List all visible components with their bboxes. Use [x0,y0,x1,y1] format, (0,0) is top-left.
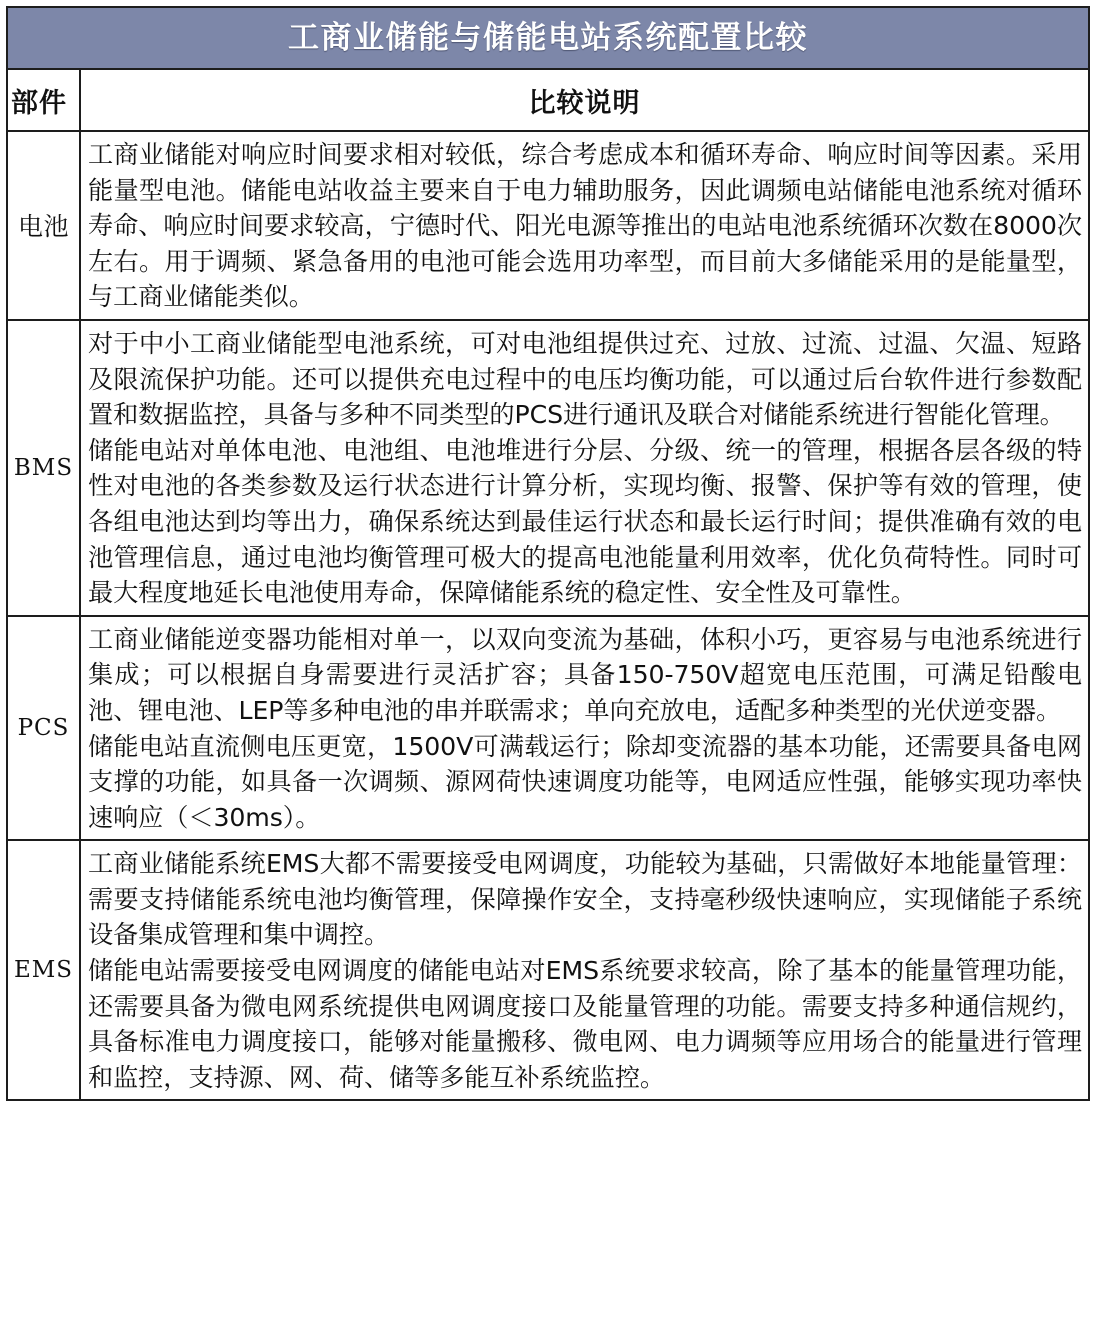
table-row [7,840,1089,1100]
table-row [7,131,1089,320]
page-title: 工商业储能与储能电站系统配置比较 [288,20,808,56]
row-label-battery: 电池 [7,131,80,320]
row-label-bms: BMS [7,320,80,616]
paragraph: 工商业储能对响应时间要求相对较低，综合考虑成本和循环寿命、响应时间等因素。采用能量型电池。储能电站收益主要来自于电力辅助服务，因此调频电站储能电池系统对循环寿命、响应时间要求较高，宁德时代、阳光电源等推出的电站电池系统循环次数在8000次左右。用于调频、紧急备用的电池可能会选用功率型，而目前大多储能采用的是能量型，与工商业储能类似。 [88,140,1082,312]
paragraph: 工商业储能逆变器功能相对单一，以双向变流为基础，体积小巧，更容易与电池系统进行集成；可以根据自身需要进行灵活扩容；具备150-750V超宽电压范围，可满足铅酸电池、锂电池、LEP等多种电池的串并联需求；单向充放电，适配多种类型的光伏逆变器。 [88,624,1082,725]
row-label-ems: EMS [7,840,80,1100]
table-row [7,320,1089,616]
table-title-row [7,7,1089,69]
row-description-ems [80,840,1089,1100]
table-title-cell [7,7,1089,69]
paragraph: 储能电站需要接受电网调度的储能电站对EMS系统要求较高，除了基本的能量管理功能，还需要具备为微电网系统提供电网调度接口及能量管理的功能。需要支持多种通信规约，具备标准电力调度接口，能够对能量搬移、微电网、电力调频等应用场合的能量进行管理和监控，支持源、网、荷、储等多能互补系统监控。 [88,956,1082,1092]
column-header-component: 部件 [7,69,80,131]
row-label-pcs: PCS [7,616,80,841]
paragraph: 储能电站对单体电池、电池组、电池堆进行分层、分级、统一的管理，根据各层各级的特性对电池的各类参数及运行状态进行计算分析，实现均衡、报警、保护等有效的管理，使各组电池达到均等出力，确保系统达到最佳运行状态和最长运行时间；提供准确有效的电池管理信息，通过电池均衡管理可极大的提高电池能量利用效率，优化负荷特性。同时可最大程度地延长电池使用寿命，保障储能系统的稳定性、安全性及可靠性。 [88,435,1082,608]
column-header-description: 比较说明 [80,69,1089,131]
paragraph: 储能电站直流侧电压更宽，1500V可满载运行；除却变流器的基本功能，还需要具备电网支撑的功能，如具备一次调频、源网荷快速调度功能等，电网适应性强，能够实现功率快速响应（＜30ms）。 [88,731,1082,832]
paragraph: 对于中小工商业储能型电池系统，可对电池组提供过充、过放、过流、过温、欠温、短路及限流保护功能。还可以提供充电过程中的电压均衡功能，可以通过后台软件进行参数配置和数据监控，具备与多种不同类型的PCS进行通讯及联合对储能系统进行智能化管理。 [88,328,1082,430]
comparison-table [6,6,1090,1101]
paragraph: 工商业储能系统EMS大都不需要接受电网调度，功能较为基础，只需做好本地能量管理：需要支持储能系统电池均衡管理，保障操作安全，支持毫秒级快速响应，实现储能子系统设备集成管理和集中调控。 [88,849,1082,950]
row-description-pcs [80,616,1089,841]
table-row [7,616,1089,841]
row-description-battery [80,131,1089,320]
table-header-row [7,69,1089,131]
row-description-bms [80,320,1089,616]
